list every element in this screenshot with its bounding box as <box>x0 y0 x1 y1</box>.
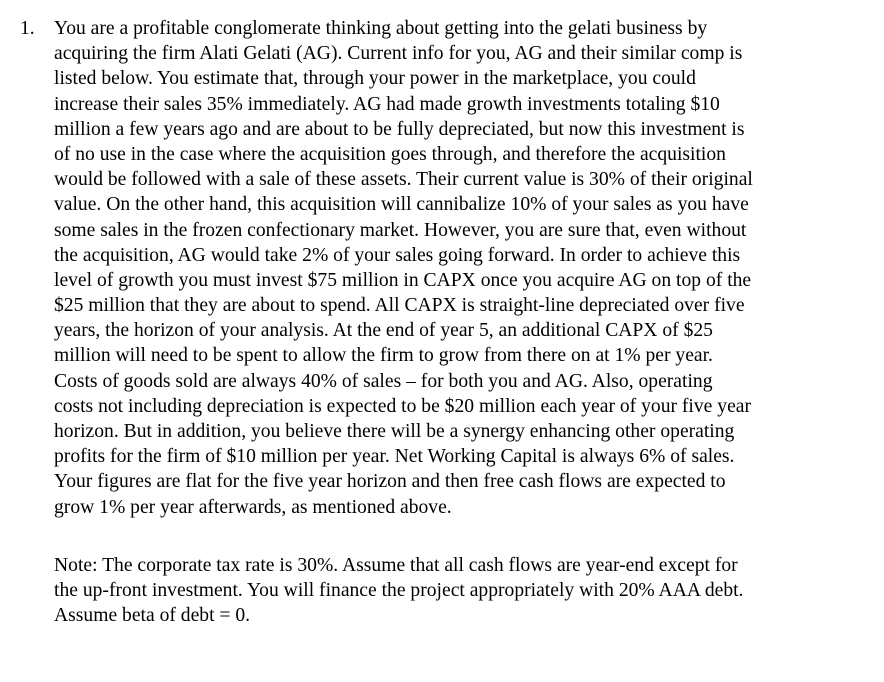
note-text <box>54 553 874 629</box>
question-line: increase their sales 35% immediately. AG had made growth investments totaling $10 <box>54 93 720 115</box>
note-line: Note: The corporate tax rate is 30%. Assume that all cash flows are year-end except for <box>54 555 738 576</box>
question-line: would be followed with a sale of these assets. Their current value is 30% of their original <box>54 169 753 191</box>
note-line: Assume beta of debt = 0. <box>54 605 251 627</box>
question-line: $25 million that they are about to spend. All CAPX is straight-line depreciated over five <box>54 295 745 317</box>
question-line: Your figures are flat for the five year horizon and then free cash flows are expected to <box>54 471 726 493</box>
question-line: value. On the other hand, this acquisition will cannibalize 10% of your sales as you have <box>54 194 749 216</box>
question-line: some sales in the frozen confectionary market. However, you are sure that, even without <box>54 219 747 241</box>
question-line: listed below. You estimate that, through your power in the marketplace, you could <box>54 68 696 90</box>
question-line: of no use in the case where the acquisition goes through, and therefore the acquisition <box>54 143 726 165</box>
question-line: costs not including depreciation is expected to be $20 million each year of your five year <box>54 395 751 417</box>
note-line: the up-front investment. You will finance the project appropriately with 20% AAA debt. <box>54 580 744 602</box>
question-line: years, the horizon of your analysis. At the end of year 5, an additional CAPX of $25 <box>54 320 713 342</box>
question-line: You are a profitable conglomerate thinking about getting into the gelati business by <box>54 18 708 39</box>
question-line: level of growth you must invest $75 million in CAPX once you acquire AG on top of the <box>54 269 752 291</box>
question-line: the acquisition, AG would take 2% of your sales going forward. In order to achieve this <box>54 244 741 266</box>
question-line: acquiring the firm Alati Gelati (AG). Current info for you, AG and their similar comp is <box>54 43 743 65</box>
question-line: grow 1% per year afterwards, as mentioned above. <box>54 496 452 518</box>
question-number: 1. <box>20 18 35 39</box>
question-line: million will need to be spent to allow the firm to grow from there on at 1% per year. <box>54 345 713 367</box>
question-text <box>54 16 874 520</box>
question-line: million a few years ago and are about to be fully depreciated, but now this investment is <box>54 118 745 140</box>
question-line: Costs of goods sold are always 40% of sales – for both you and AG. Also, operating <box>54 370 713 392</box>
question-line: profits for the firm of $10 million per year. Net Working Capital is always 6% of sales. <box>54 446 735 468</box>
question-line: horizon. But in addition, you believe there will be a synergy enhancing other operating <box>54 421 735 442</box>
